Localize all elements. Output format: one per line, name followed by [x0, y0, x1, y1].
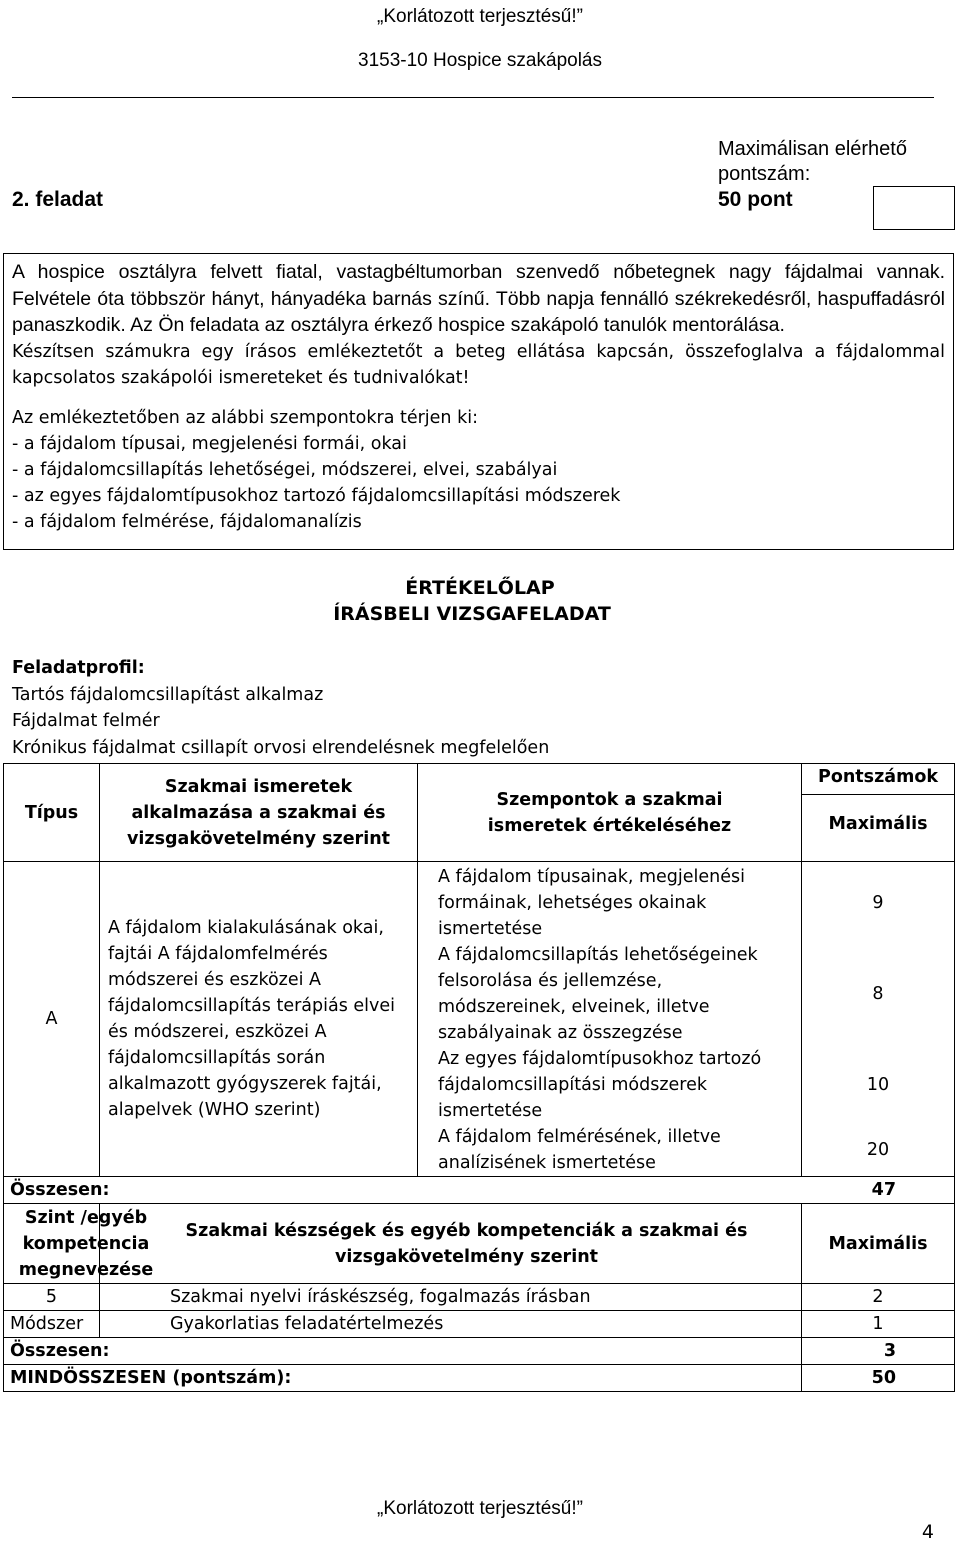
profile-item: Fájdalmat felmér	[12, 711, 160, 731]
list-item: - a fájdalomcsillapítás lehetőségei, módszerei, elvei, szabályai	[12, 459, 558, 480]
header-criteria: Szempontok a szakmai ismeretek értékeléséhez	[418, 764, 802, 862]
task-description-box	[3, 253, 954, 550]
type-cell: A	[4, 862, 100, 1177]
table-row	[4, 862, 955, 1177]
aspects-list	[12, 431, 945, 535]
document-subtitle: 3153-10 Hospice szakápolás	[358, 50, 602, 71]
table-row	[4, 1177, 955, 1204]
skill-name: Gyakorlatias feladatértelmezés	[100, 1311, 802, 1338]
subtotal-label: Összesen:	[4, 1338, 802, 1365]
restriction-footer: „Korlátozott terjesztésű!”	[377, 1498, 583, 1519]
max-points-label	[718, 137, 907, 187]
max-points-label-line2: pontszám:	[718, 163, 811, 185]
task-title: 2. feladat	[12, 188, 104, 211]
max-points-cell	[802, 862, 955, 1177]
evaluation-table	[3, 763, 955, 1392]
written-exam-title: ÍRÁSBELI VIZSGAFELADAT	[333, 603, 611, 625]
skill-level: Módszer	[4, 1311, 100, 1338]
table-row	[4, 1365, 955, 1392]
subtotal-value: 3	[802, 1338, 955, 1365]
list-item: - a fájdalom felmérése, fájdalomanalízis	[12, 511, 362, 532]
max-value: 9	[872, 893, 884, 913]
header-knowledge: Szakmai ismeretek alkalmazása a szakmai és vizsgakövetelmény szerint	[100, 764, 418, 862]
skill-max: 2	[802, 1284, 955, 1311]
header-type: Típus	[4, 764, 100, 862]
score-entry-box[interactable]	[873, 186, 955, 230]
table-row	[4, 1311, 955, 1338]
skill-max: 1	[802, 1311, 955, 1338]
skill-level: 5	[4, 1284, 100, 1311]
criteria-item: A fájdalom felmérésének, illetve analízisének ismertetése	[438, 1127, 721, 1173]
restriction-header: „Korlátozott terjesztésű!”	[377, 6, 583, 27]
header-max-label: Maximális	[828, 814, 928, 834]
task-profile	[12, 655, 549, 761]
max-value: 20	[866, 1140, 890, 1160]
profile-item: Krónikus fájdalmat csillapít orvosi elrendelésnek megfelelően	[12, 737, 550, 758]
header-points-label: Pontszámok	[802, 764, 954, 795]
criteria-item: Az egyes fájdalomtípusokhoz tartozó fájdalomcsillapítási módszerek ismertetése	[438, 1049, 762, 1121]
skill-name: Szakmai nyelvi íráskészség, fogalmazás írásban	[100, 1284, 802, 1311]
grand-total-label: MINDÖSSZESEN (pontszám):	[4, 1365, 802, 1392]
subtotal-label: Összesen:	[4, 1177, 802, 1204]
max-value: 8	[872, 984, 884, 1004]
profile-heading: Feladatprofil:	[12, 658, 145, 678]
table-row	[4, 764, 955, 862]
criteria-cell	[418, 862, 802, 1177]
table-row	[4, 1284, 955, 1311]
criteria-item: A fájdalom típusainak, megjelenési formáinak, lehetséges okainak ismertetése	[438, 867, 746, 939]
profile-item: Tartós fájdalomcsillapítást alkalmaz	[12, 684, 324, 705]
list-item: - a fájdalom típusai, megjelenési formái, okai	[12, 433, 407, 454]
task-instruction: Készítsen számukra egy írásos emlékeztetőt a beteg ellátása kapcsán, összefoglalva a fájdalommal kapcsolatos szakápolói ismereteket és tudnivalókat!	[12, 341, 945, 388]
task-description: A hospice osztályra felvett fiatal, vastagbéltumorban szenvedő nőbetegnek nagy fájdalmai vannak. Felvétele óta többször hányt, hányadéka barnás színű. Több napja fennálló székrekedésről, haspuffadásról panaszkodik. Az Ön feladata az osztályra érkező hospice szakápoló tanulók mentorálása.	[12, 261, 945, 336]
table-row	[4, 1204, 955, 1284]
subtotal-value: 47	[802, 1177, 955, 1204]
header-level	[4, 1204, 154, 1284]
max-points-label-line1: Maximálisan elérhető	[718, 138, 907, 160]
header-divider	[12, 97, 934, 98]
evaluation-sheet-title: ÉRTÉKELŐLAP	[405, 577, 555, 599]
max-value: 10	[866, 1075, 890, 1095]
aspects-intro: Az emlékeztetőben az alábbi szempontokra térjen ki:	[12, 407, 478, 428]
criteria-item: A fájdalomcsillapítás lehetőségeinek felsorolása és jellemzése, módszereinek, elveinek, illetve szabályainak az összegzése	[438, 945, 758, 1043]
page-number: 4	[921, 1521, 934, 1543]
table-row	[4, 1338, 955, 1365]
grand-total-value: 50	[802, 1365, 955, 1392]
list-item: - az egyes fájdalomtípusokhoz tartozó fájdalomcsillapítási módszerek	[12, 485, 621, 506]
knowledge-cell: A fájdalom kialakulásának okai, fajtái A fájdalomfelmérés módszerei és eszközei A fájdalomcsillapítás terápiás elvei és módszerei, eszközei A fájdalomcsillapítás során alkalmazott gyógyszerek fajtái, alapelvek (WHO szerint)	[100, 862, 418, 1177]
header-level-label: Szint /egyéb kompetencia megnevezése	[18, 1207, 154, 1280]
header-max2: Maximális	[802, 1204, 955, 1284]
header-points	[802, 764, 955, 862]
header-skills: Szakmai készségek és egyéb kompetenciák a szakmai és vizsgakövetelmény szerint	[100, 1204, 802, 1284]
task-points: 50 pont	[718, 188, 793, 211]
